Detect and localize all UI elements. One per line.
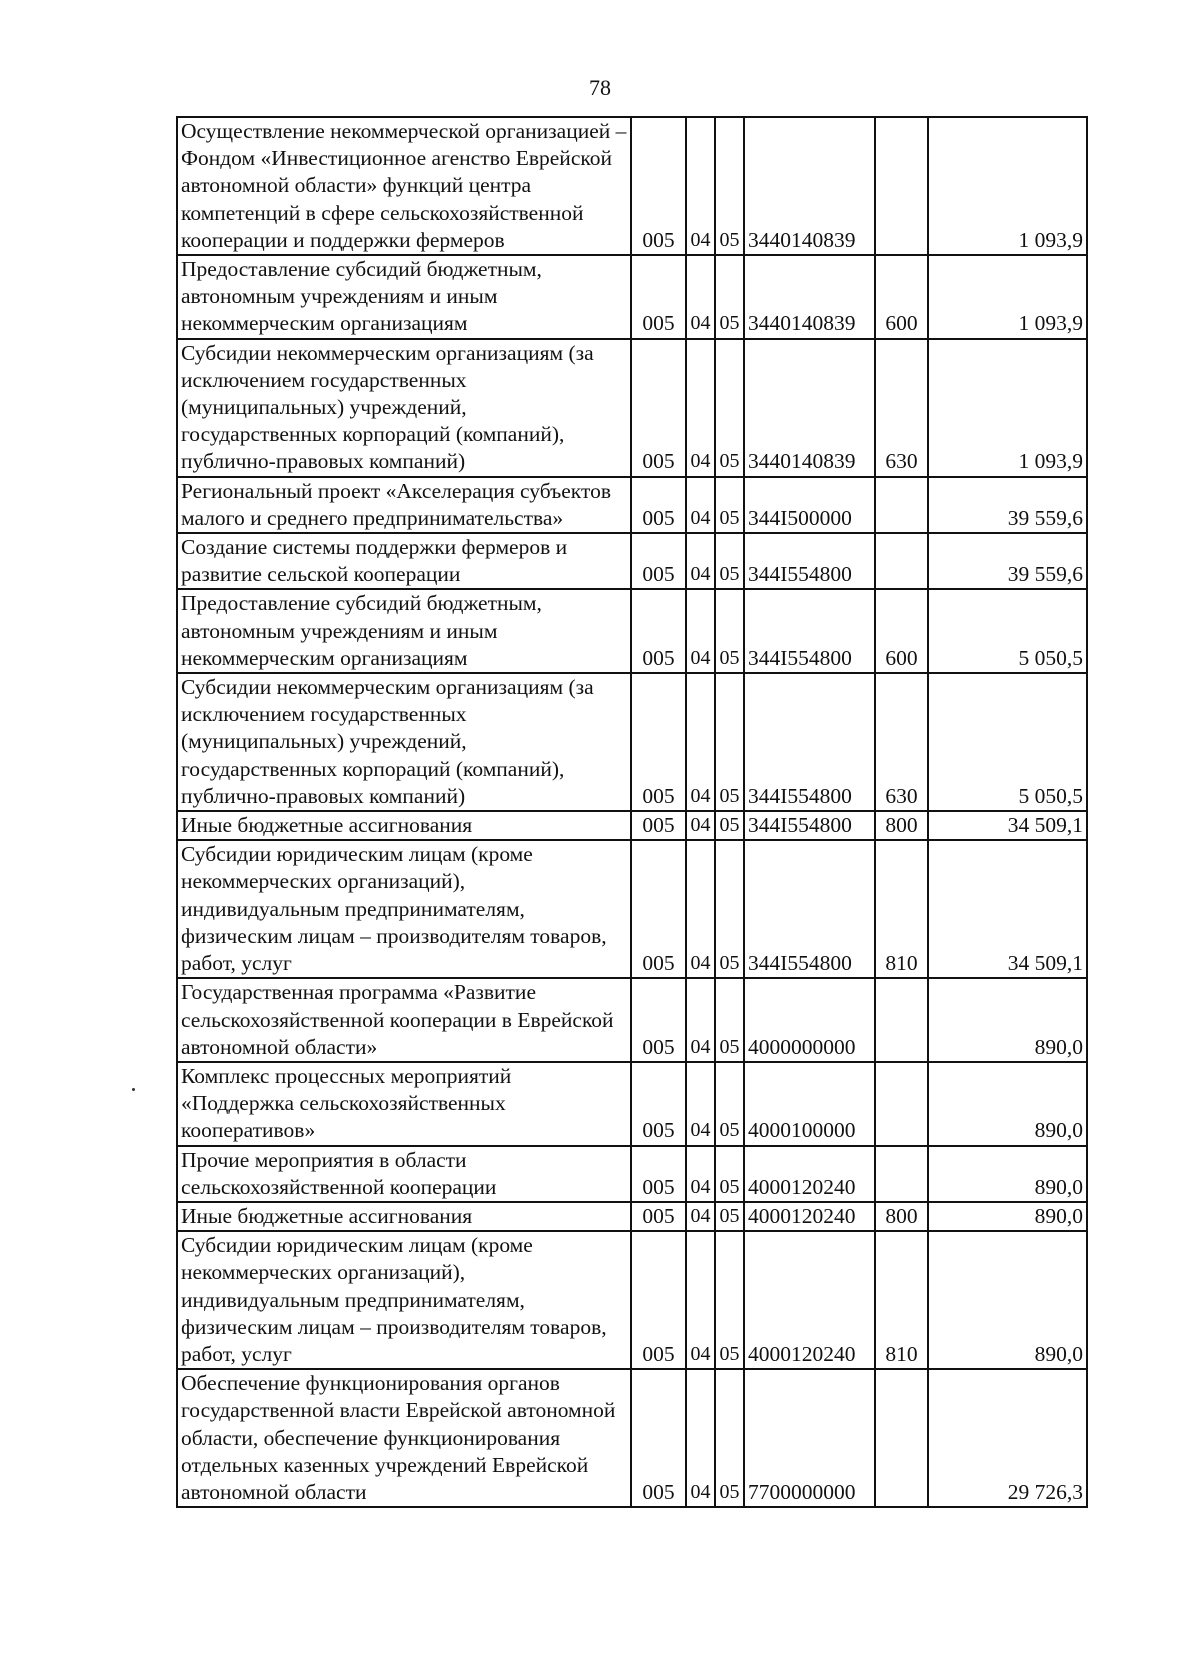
- row-name-cell: Региональный проект «Акселерация субъектов малого и среднего предпринимательства»: [177, 477, 631, 533]
- table-row: [177, 339, 1087, 477]
- row-ministry-code-cell: 005: [631, 339, 686, 477]
- row-expense-type-cell: [875, 477, 928, 533]
- row-subsection-code-cell: 05: [715, 840, 744, 978]
- row-subsection-code-cell: 05: [715, 589, 744, 673]
- row-amount-cell: 34 509,1: [928, 811, 1087, 840]
- row-section-code-cell: 04: [686, 811, 715, 840]
- row-ministry-code-cell: 005: [631, 1369, 686, 1507]
- row-section-code-cell: 04: [686, 1369, 715, 1507]
- row-expense-type-cell: [875, 1062, 928, 1146]
- row-section-code-cell: 04: [686, 477, 715, 533]
- row-subsection-code-cell: 05: [715, 811, 744, 840]
- row-subsection-code-cell: 05: [715, 1231, 744, 1369]
- table-row: [177, 533, 1087, 589]
- budget-table-body: [177, 117, 1087, 1507]
- row-target-article-cell: 3440140839: [744, 339, 875, 477]
- row-ministry-code-cell: 005: [631, 1146, 686, 1202]
- row-expense-type-cell: 600: [875, 589, 928, 673]
- row-ministry-code-cell: 005: [631, 811, 686, 840]
- row-subsection-code-cell: 05: [715, 978, 744, 1062]
- row-amount-cell: 890,0: [928, 1146, 1087, 1202]
- table-row: [177, 673, 1087, 811]
- row-amount-cell: 1 093,9: [928, 255, 1087, 339]
- table-row: [177, 1231, 1087, 1369]
- row-target-article-cell: 344I554800: [744, 589, 875, 673]
- row-section-code-cell: 04: [686, 673, 715, 811]
- row-subsection-code-cell: 05: [715, 477, 744, 533]
- row-subsection-code-cell: 05: [715, 339, 744, 477]
- row-target-article-cell: 3440140839: [744, 117, 875, 255]
- row-section-code-cell: 04: [686, 978, 715, 1062]
- row-expense-type-cell: [875, 117, 928, 255]
- row-target-article-cell: 4000120240: [744, 1202, 875, 1231]
- row-subsection-code-cell: 05: [715, 1146, 744, 1202]
- row-target-article-cell: 4000120240: [744, 1231, 875, 1369]
- row-ministry-code-cell: 005: [631, 673, 686, 811]
- row-section-code-cell: 04: [686, 589, 715, 673]
- table-row: [177, 978, 1087, 1062]
- row-amount-cell: 890,0: [928, 978, 1087, 1062]
- row-ministry-code-cell: 005: [631, 840, 686, 978]
- row-target-article-cell: 344I554800: [744, 533, 875, 589]
- row-subsection-code-cell: 05: [715, 533, 744, 589]
- row-subsection-code-cell: 05: [715, 1062, 744, 1146]
- row-name-cell: Субсидии некоммерческим организациям (за исключением государственных (муниципальных) учреждений, государственных корпораций (компаний), публично-правовых компаний): [177, 673, 631, 811]
- page-number: 78: [589, 75, 611, 100]
- table-row: [177, 117, 1087, 255]
- table-row: [177, 811, 1087, 840]
- row-name-cell: Субсидии юридическим лицам (кроме некоммерческих организаций), индивидуальным предпринимателям, физическим лицам – производителям товаров, работ, услуг: [177, 1231, 631, 1369]
- row-target-article-cell: 344I554800: [744, 811, 875, 840]
- row-subsection-code-cell: 05: [715, 1369, 744, 1507]
- row-subsection-code-cell: 05: [715, 1202, 744, 1231]
- row-section-code-cell: 04: [686, 840, 715, 978]
- row-expense-type-cell: [875, 533, 928, 589]
- row-name-cell: Субсидии некоммерческим организациям (за исключением государственных (муниципальных) учреждений, государственных корпораций (компаний), публично-правовых компаний): [177, 339, 631, 477]
- row-ministry-code-cell: 005: [631, 589, 686, 673]
- row-target-article-cell: 344I554800: [744, 840, 875, 978]
- row-target-article-cell: 344I500000: [744, 477, 875, 533]
- row-section-code-cell: 04: [686, 339, 715, 477]
- row-amount-cell: 1 093,9: [928, 117, 1087, 255]
- row-name-cell: Государственная программа «Развитие сельскохозяйственной кооперации в Еврейской автономной области»: [177, 978, 631, 1062]
- table-row: [177, 1146, 1087, 1202]
- table-row: [177, 477, 1087, 533]
- table-row: [177, 1202, 1087, 1231]
- table-row: [177, 255, 1087, 339]
- table-row: [177, 589, 1087, 673]
- table-row: [177, 840, 1087, 978]
- row-section-code-cell: 04: [686, 1062, 715, 1146]
- row-amount-cell: 34 509,1: [928, 840, 1087, 978]
- row-subsection-code-cell: 05: [715, 117, 744, 255]
- row-name-cell: Субсидии юридическим лицам (кроме некоммерческих организаций), индивидуальным предпринимателям, физическим лицам – производителям товаров, работ, услуг: [177, 840, 631, 978]
- row-name-cell: Иные бюджетные ассигнования: [177, 1202, 631, 1231]
- row-name-cell: Прочие мероприятия в области сельскохозяйственной кооперации: [177, 1146, 631, 1202]
- row-amount-cell: 29 726,3: [928, 1369, 1087, 1507]
- row-expense-type-cell: [875, 1369, 928, 1507]
- row-ministry-code-cell: 005: [631, 117, 686, 255]
- row-amount-cell: 39 559,6: [928, 533, 1087, 589]
- row-amount-cell: 890,0: [928, 1202, 1087, 1231]
- row-expense-type-cell: [875, 1146, 928, 1202]
- row-section-code-cell: 04: [686, 1146, 715, 1202]
- row-subsection-code-cell: 05: [715, 673, 744, 811]
- row-section-code-cell: 04: [686, 533, 715, 589]
- row-name-cell: Иные бюджетные ассигнования: [177, 811, 631, 840]
- row-ministry-code-cell: 005: [631, 477, 686, 533]
- row-amount-cell: 5 050,5: [928, 589, 1087, 673]
- row-section-code-cell: 04: [686, 255, 715, 339]
- row-amount-cell: 39 559,6: [928, 477, 1087, 533]
- row-amount-cell: 890,0: [928, 1231, 1087, 1369]
- row-amount-cell: 890,0: [928, 1062, 1087, 1146]
- row-ministry-code-cell: 005: [631, 255, 686, 339]
- row-ministry-code-cell: 005: [631, 978, 686, 1062]
- row-amount-cell: 5 050,5: [928, 673, 1087, 811]
- row-name-cell: Осуществление некоммерческой организацией – Фондом «Инвестиционное агенство Еврейской автономной области» функций центра компетенций в сфере сельскохозяйственной кооперации и поддержки фермеров: [177, 117, 631, 255]
- row-name-cell: Предоставление субсидий бюджетным, автономным учреждениям и иным некоммерческим организациям: [177, 255, 631, 339]
- row-target-article-cell: 4000120240: [744, 1146, 875, 1202]
- row-name-cell: Обеспечение функционирования органов государственной власти Еврейской автономной области, обеспечение функционирования отдельных казенных учреждений Еврейской автономной области: [177, 1369, 631, 1507]
- row-expense-type-cell: 800: [875, 1202, 928, 1231]
- budget-table: [176, 116, 1088, 1508]
- row-section-code-cell: 04: [686, 1231, 715, 1369]
- row-amount-cell: 1 093,9: [928, 339, 1087, 477]
- row-name-cell: Создание системы поддержки фермеров и развитие сельской кооперации: [177, 533, 631, 589]
- table-row: [177, 1062, 1087, 1146]
- row-ministry-code-cell: 005: [631, 533, 686, 589]
- row-name-cell: Предоставление субсидий бюджетным, автономным учреждениям и иным некоммерческим организациям: [177, 589, 631, 673]
- row-ministry-code-cell: 005: [631, 1062, 686, 1146]
- row-section-code-cell: 04: [686, 117, 715, 255]
- row-expense-type-cell: 630: [875, 673, 928, 811]
- row-target-article-cell: 3440140839: [744, 255, 875, 339]
- row-expense-type-cell: 810: [875, 1231, 928, 1369]
- row-target-article-cell: 344I554800: [744, 673, 875, 811]
- row-target-article-cell: 7700000000: [744, 1369, 875, 1507]
- row-ministry-code-cell: 005: [631, 1231, 686, 1369]
- row-target-article-cell: 4000100000: [744, 1062, 875, 1146]
- row-name-cell: Комплекс процессных мероприятий «Поддержка сельскохозяйственных кооперативов»: [177, 1062, 631, 1146]
- table-row: [177, 1369, 1087, 1507]
- row-subsection-code-cell: 05: [715, 255, 744, 339]
- row-expense-type-cell: 810: [875, 840, 928, 978]
- row-expense-type-cell: 600: [875, 255, 928, 339]
- row-section-code-cell: 04: [686, 1202, 715, 1231]
- row-ministry-code-cell: 005: [631, 1202, 686, 1231]
- row-expense-type-cell: [875, 978, 928, 1062]
- scan-speck: [132, 1088, 135, 1091]
- row-expense-type-cell: 800: [875, 811, 928, 840]
- row-target-article-cell: 4000000000: [744, 978, 875, 1062]
- row-expense-type-cell: 630: [875, 339, 928, 477]
